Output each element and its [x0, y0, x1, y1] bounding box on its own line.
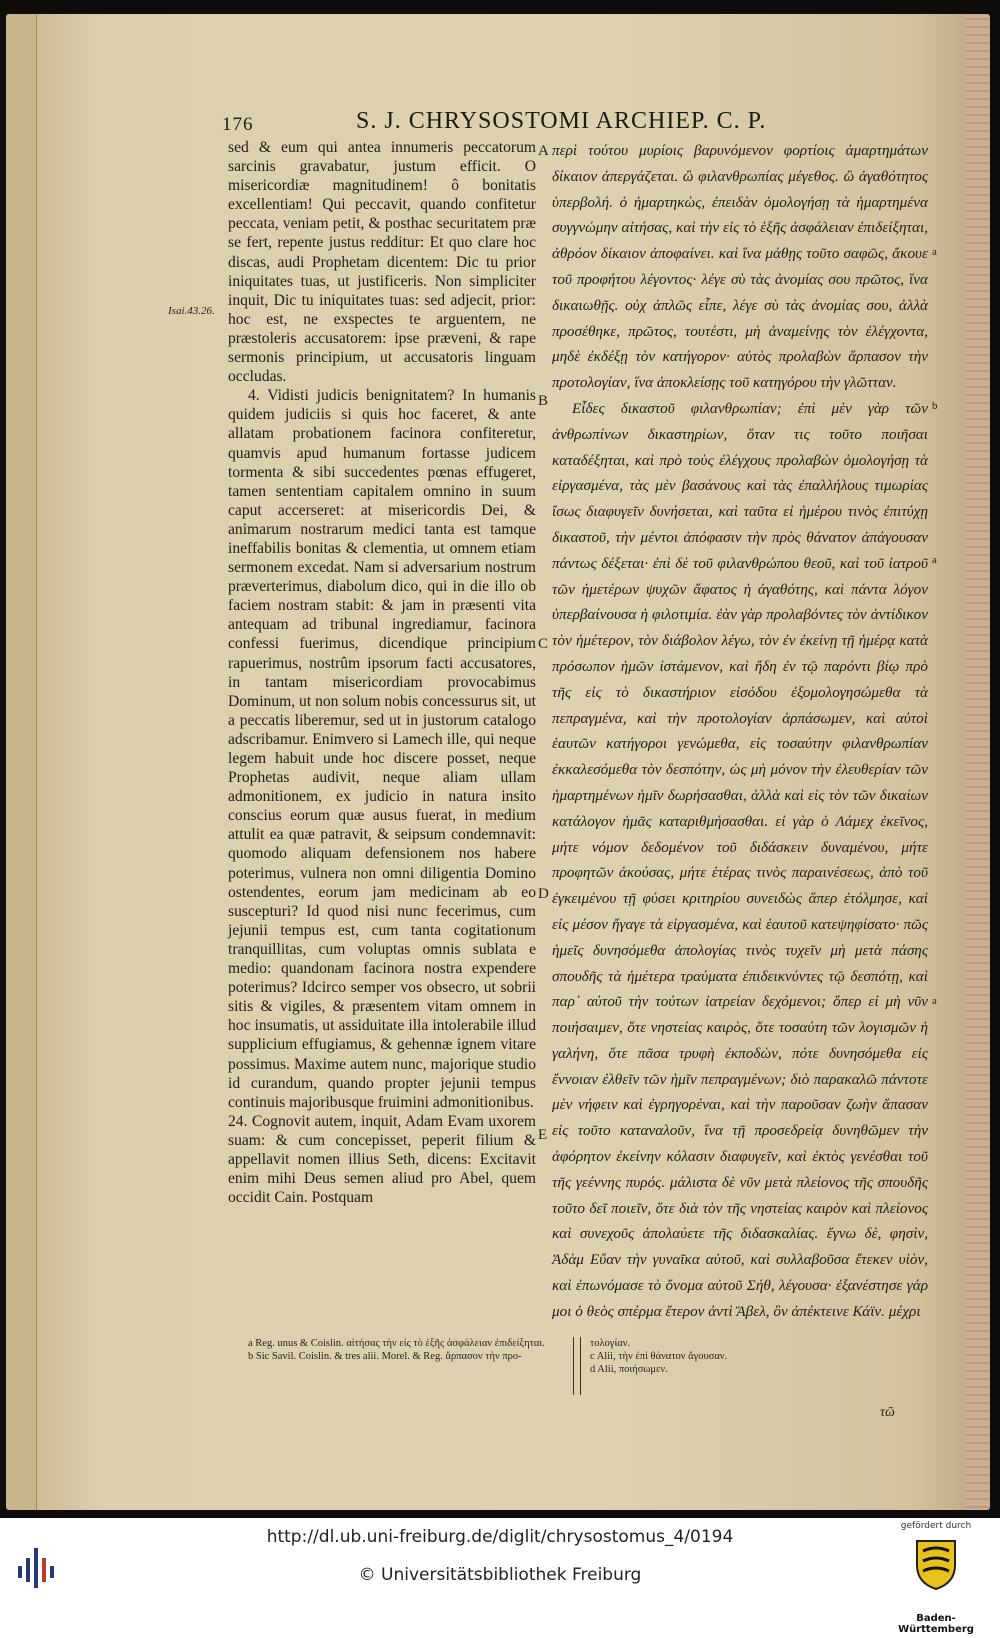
scan-ruler	[6, 14, 37, 1510]
latin-paragraph: sed & eum qui antea innumeris peccatorum sarcinis gravabatur, justum efficit. O misericordiæ magnitudinem! ô bonitatis excellentiam! Qui peccavit, quando confitetur peccata, veniam petit, & posthac securitatem præ se fert, repente justus redditur: Et quo clare hoc discas, audi Prophetam dicentem: Dic tu prior iniquitates tuas, ut justificeris. Non simpliciter inquit, Dic tu iniquitates tuas: sed adjecit, prior: hoc est, ne exspectes te arguentem, ne præstoleris accusatorem: ipse præveni, & rape sermonis principium, ut accusatoris linguam occludas.	[228, 139, 536, 386]
greek-column	[552, 138, 928, 1328]
page-edge	[966, 14, 990, 1510]
footnotes	[248, 1337, 948, 1397]
margin-letter-b: B	[538, 393, 549, 409]
permalink-url[interactable]: http://dl.ub.uni-freiburg.de/diglit/chrysostomus_4/0194	[266, 1527, 734, 1547]
margin-letter-a: A	[538, 143, 549, 159]
catchword: τῶ	[880, 1405, 895, 1420]
state-coat-of-arms-icon	[913, 1535, 959, 1591]
greek-variant-mark: a	[932, 554, 937, 566]
latin-column	[228, 138, 536, 1328]
running-title: S. J. CHRYSOSTOMI ARCHIEP. C. P.	[356, 108, 767, 134]
funder-name: Baden-Württemberg	[898, 1613, 974, 1635]
footnote: b Sic Savil. Coislin. & tres alii. Morel. & Reg. ἅρπασον τὴν προ-	[248, 1351, 522, 1362]
greek-variant-mark: a	[932, 995, 937, 1007]
margin-letter-c: C	[538, 636, 549, 652]
latin-paragraph: 24. Cognovit autem, inquit, Adam Evam uxorem suam: & cum concepisset, peperit filium & appellavit nomen illius Seth, dicens: Excitavit enim mihi Deus semen aliud pro Abel, quem occidit Cain. Postquam	[228, 1112, 536, 1207]
funder-block	[880, 1521, 992, 1635]
greek-variant-mark: a	[932, 246, 937, 258]
footnote-separator	[573, 1337, 581, 1395]
margin-letter-e: E	[538, 1127, 548, 1143]
margin-reference: Isai.43.26.	[168, 305, 215, 317]
latin-paragraph: 4. Vidisti judicis benignitatem? In humanis quidem judiciis si quis hoc faceret, & ante allatam probationem facinora confiteretur, quamvis apud humanum fortasse judicem tormenta & sibi succedentes pœnas effugeret, tamen sententiam capitalem omnino in suum caput accerseret: at misericordis Dei, & animarum nostrarum medici tanta est tamque ineffabilis bonitas & clementia, ut omnem etiam sermonem excedat. Nam si adversarium nostrum præverterimus, diabolum dico, qui in die illo ob faciem nostram stabit: & jam in præsenti vita antequam ad tribunal ingrediamur, facinora confessi fuerimus, dicendique principium rapuerimus, nostrûm ipsorum facti accusatores, in tantam misericordiam provocabimus Dominum, ut non solum nobis concessurus sit, ut a peccatis liberemur, sed ut in justorum catalogo adscribamur. Enimvero si Lamech ille, qui neque legem habuit unde hoc discere posset, neque Prophetas audivit, neque aliam ullam admonitionem, ex judicio in natura insito conscius eorum quæ ausus fuerat, in medium attulit ea quæ patravit, & seipsum condemnavit: quomodo aliquam defensionem nos habere poterimus, vulnera non omni diligentia Domino ostendentes, eorum jam medicinam ab eo suscepturi? Id quod nisi nunc fecerimus, cum jejunii tempus est, cum tanta cogitationum tranquillitas, cum voluptas omnis sublata e medio: quandonam facinora nostra expendere poterimus? Idcirco semper vos obsecro, ut sobrii sitis & vigiles, & præsentem vitam omnem in hoc insumatis, ut assiduitate illa intolerabile illud supplicium effugiamus, & gehennæ ignem vitare possimus. Maxime autem nunc, majorique studio id curandum, quando propter jejunii tempus continuis majoribusque fruimini admonitionibus.	[228, 387, 536, 1111]
page-header	[222, 108, 782, 142]
greek-paragraph: Εἶδες δικαστοῦ φιλανθρωπίαν; ἐπὶ μὲν γὰρ τῶν ἀνθρωπίνων δικαστηρίων, ὅταν τις τοῦτο ποιῆσαι καταδέξηται, καὶ πρὸ τοὺς ἐλέγχους προλαβὼν ὁμολογήσῃ τὰ εἰργασμένα, τὰς μὲν βασάνους καὶ τὰς ἐπαλλήλους τιμωρίας ἴσως διαφυγεῖν δυνήσεται, καὶ ταῦτα εἰ ἡμέρου τινὸς ἐπιτύχῃ δικαστοῦ, τὴν μέντοι ἀπόφασιν τὴν πρὸς θάνατον ἀπάγουσαν πάντως δέξεται· ἐπὶ δὲ τοῦ φιλανθρώπου θεοῦ, καὶ τοῦ ἰατροῦ τῶν ἡμετέρων ψυχῶν ἄφατος ἡ ἀγαθότης, καὶ πάντα λόγον ὑπερβαίνουσα ἡ φιλοτιμία. ἐὰν γὰρ προλαβόντες τὸν ἀντίδικον τὸν ἡμέτερον, τὸν διάβολον λέγω, τὸν ἐν ἐκείνῃ τῇ ἡμέρᾳ κατὰ πρόσωπον ἡμῶν ἱστάμενον, καὶ ἤδη ἐν τῷ παρόντι βίῳ πρὸ τῆς εἰς τὸ δικαστήριον εἰσόδου ἐξομολογησώμεθα τὰ πεπραγμένα, καὶ τὴν προτολογίαν ἁρπάσωμεν, καὶ αὐτοὶ ἑαυτῶν κατήγοροι γενώμεθα, εἰς τοσαύτην φιλανθρωπίαν ἐκκαλεσόμεθα τὸν δεσπότην, ὡς μὴ μόνον τὴν ἐλευθερίαν τῶν ἡμαρτημένων ἡμῖν δωρήσασθαι, ἀλλὰ καὶ εἰς τὸν τῶν δικαίων κατάλογον ἡμᾶς καταριθμήσασθαι. εἰ γὰρ ὁ Λάμεχ ἐκεῖνος, μήτε νόμον δεδομένον τοῦ διδάσκειν δυναμένου, μήτε προφητῶν ἀκούσας, μήτε ἑτέρας τινὸς παραινέσεως, ἀπὸ τοῦ ἐγκειμένου τῇ φύσει κριτηρίου συνειδὼς ἅπερ ἐτόλμησε, καὶ εἰς μέσον ἤγαγε τὰ εἰργασμένα, καὶ ἑαυτοῦ κατεψηφίσατο· πῶς ἡμεῖς δυνησόμεθα ἀπολογίας τινὸς τυχεῖν μὴ μετὰ πάσης σπουδῆς τὰ ἡμέτερα τραύματα ἐπιδεικνύντες τῷ δεσπότῃ, καὶ παρ᾽ αὐτοῦ τὴν τούτων ἰατρείαν δεχόμενοι; ὅπερ εἰ μὴ νῦν ποιήσαιμεν, ὅτε νηστείας καιρὸς, ὅτε τοσαύτη τῶν λογισμῶν ἡ γαλήνη, ὅτε πᾶσα τρυφὴ ἐκποδὼν, πότε δυνησόμεθα εἰς ἔννοιαν ἐλθεῖν τῶν ἡμῖν πεπραγμένων; διὸ παρακαλῶ πάντοτε μὲν νήφειν καὶ ἐγρηγορέναι, καὶ τὴν παροῦσαν ζωὴν ἅπασαν εἰς τοῦτο καταναλοῦν, ἵνα τῇ προσεδρείᾳ δυνηθῶμεν τὴν ἀφόρητον ἐκείνην κόλασιν διαφυγεῖν, καὶ ἐκτὸς γενέσθαι τοῦ τῆς γεέννης πυρός. μάλιστα δὲ νῦν μετὰ πλείονος τῆς σπουδῆς τοῦτο δεῖ ποιεῖν, ὅτε διὰ τὸν τῆς νηστείας καιρὸν καὶ πλείονος καὶ συνεχοῦς ἀπολαύετε τῆς διδασκαλίας. ἔγνω δὲ, φησὶν, Ἀδὰμ Εὔαν τὴν γυναῖκα αὐτοῦ, καὶ συλλαβοῦσα ἔτεκεν υἱὸν, καὶ ἐπωνόμασε τὸ ὄνομα αὐτοῦ Σήθ, λέγουσα· ἐξανέστησε γάρ μοι ὁ θεὸς σπέρμα ἕτερον ἀντὶ Ἄβελ, ὃν ἀπέκτεινε Κάϊν. μέχρι	[552, 399, 928, 1320]
page-number: 176	[222, 114, 254, 135]
footnote: τολογίαν.	[590, 1338, 631, 1349]
funded-by-label: gefördert durch	[900, 1521, 972, 1531]
margin-letter-d: D	[538, 886, 549, 902]
copyright-notice: © Universitätsbibliothek Freiburg	[358, 1565, 642, 1585]
greek-paragraph: περὶ τούτου μυρίοις βαρυνόμενον φορτίοις ἁμαρτημάτων δίκαιον ἀπεργάζεται. ὢ φιλανθρωπίας μέγεθος. ὢ ἀγαθότητος ὑπερβολή. ὁ ἡμαρτηκὼς, ἐπειδὰν ὁμολογήσῃ τὰ ἡμαρτημένα συγγνώμην αἰτήσας, καὶ τὴν εἰς τὸ ἑξῆς ἀσφάλειαν ἐπιδείξηται, ἀθρόον δίκαιον ἀποφαίνει. καὶ ἵνα μάθῃς τοῦτο σαφῶς, ἄκουε τοῦ προφήτου λέγοντος· λέγε σὺ τὰς ἀνομίας σου πρῶτος, ἵνα δικαιωθῇς. οὐχ ἁπλῶς εἶπε, λέγε σὺ τὰς ἀνομίας σου, ἀλλὰ προσέθηκε, πρῶτος, τουτέστι, μὴ ἀναμείνῃς τὸν ἐλέγχοντα, μηδὲ ἐκδέξῃ τὸν κατήγορον· αὐτὸς προλαβὼν ἅρπασον τὴν προτολογίαν, ἵνα ἀποκλείσῃς τοῦ κατηγόρου τὴν γλῶτταν.	[552, 142, 928, 392]
footnote: a Reg. unus & Coislin. αἰτήσας τὴν εἰς τὸ ἑξῆς ἀσφάλειαν ἐπιδείξηται.	[248, 1338, 545, 1349]
footnote: c Alii, τὴν ἐπὶ θάνατον ἄγουσαν.	[590, 1351, 728, 1362]
footnote: d Alii, ποιήσωμεν.	[590, 1364, 668, 1375]
greek-variant-mark: b	[932, 400, 938, 412]
